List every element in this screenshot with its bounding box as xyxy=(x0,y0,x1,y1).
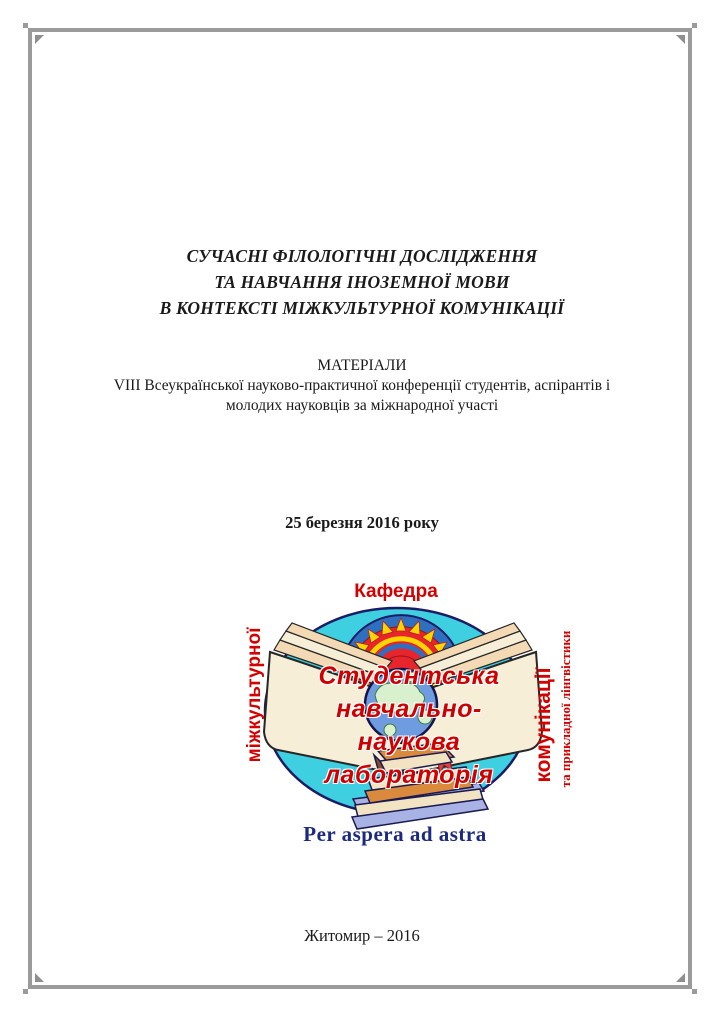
logo-label-right-vertical-secondary: та прикладної лінгвістики xyxy=(558,630,573,788)
logo-label-left-vertical: міжкультурної xyxy=(244,627,265,763)
logo-motto: Per aspera ad astra xyxy=(303,822,487,846)
corner-dot-icon xyxy=(692,23,697,28)
materials-subtitle xyxy=(40,356,684,416)
corner-dot-icon xyxy=(23,23,28,28)
conference-date: 25 березня 2016 року xyxy=(285,513,439,532)
title-line-1: СУЧАСНІ ФІЛОЛОГІЧНІ ДОСЛІДЖЕННЯ xyxy=(186,246,538,266)
corner-triangle-icon xyxy=(676,973,685,982)
logo-center-line-3: наукова xyxy=(357,728,461,756)
logo-center-line-4: лабораторія xyxy=(324,761,494,789)
conference-title xyxy=(40,243,684,321)
title-line-3: В КОНТЕКСТІ МІЖКУЛЬТУРНОЇ КОМУНІКАЦІЇ xyxy=(159,298,565,318)
materials-line-2: молодих науковців за міжнародної участі xyxy=(225,397,499,414)
materials-line-1: VIII Всеукраїнської науково-практичної конференції студентів, аспірантів і xyxy=(113,377,611,394)
logo-center-line-2: навчально- xyxy=(336,695,482,723)
logo-label-right-vertical-primary: комунікації xyxy=(532,667,555,783)
city-year: Житомир – 2016 xyxy=(304,926,420,945)
corner-dot-icon xyxy=(692,989,697,994)
logo-center-text xyxy=(240,660,578,792)
materials-heading: МАТЕРІАЛИ xyxy=(317,357,407,374)
logo-label-department: Кафедра xyxy=(354,581,438,602)
corner-triangle-icon xyxy=(676,35,685,44)
corner-triangle-icon xyxy=(35,35,44,44)
corner-dot-icon xyxy=(23,989,28,994)
title-line-2: ТА НАВЧАННЯ ІНОЗЕМНОЇ МОВИ xyxy=(214,272,510,292)
logo-center-line-1: Студентська xyxy=(318,662,500,690)
laboratory-logo xyxy=(240,580,580,862)
corner-triangle-icon xyxy=(35,973,44,982)
